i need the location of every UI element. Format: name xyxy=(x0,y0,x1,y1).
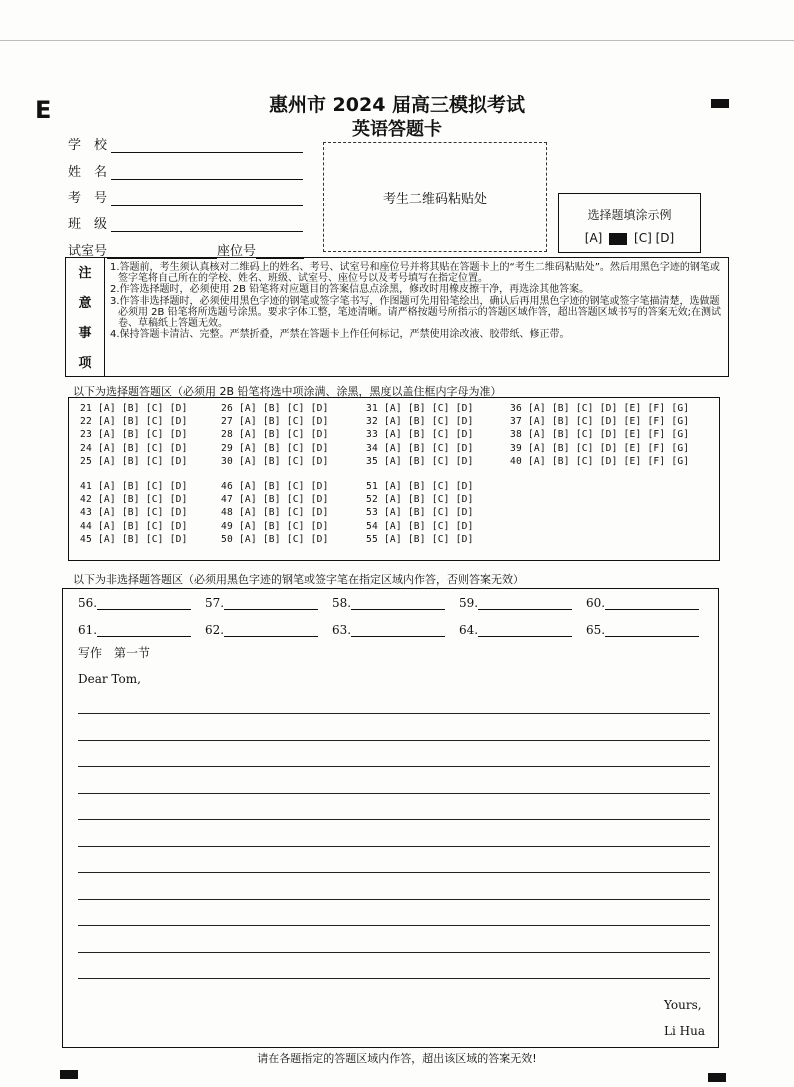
blank-underline xyxy=(351,597,445,610)
card-title: 惠州市 2024 届高三模拟考试 xyxy=(268,94,526,116)
qr-box-label: 考生二维码粘贴处 xyxy=(382,191,487,207)
notes-label xyxy=(66,258,105,376)
seat-number-label: 座位号 xyxy=(217,244,257,259)
choice-question[interactable]: 53 [A] [B] [C] [D] xyxy=(366,507,474,519)
blank-underline xyxy=(351,624,445,637)
blank-number: 56. xyxy=(78,596,98,610)
writing-line[interactable] xyxy=(78,819,710,820)
choice-question[interactable]: 27 [A] [B] [C] [D] xyxy=(221,416,329,428)
choice-question[interactable]: 42 [A] [B] [C] [D] xyxy=(80,494,188,506)
fill-blank[interactable] xyxy=(332,596,445,610)
blank-number: 64. xyxy=(459,623,479,637)
blank-number: 63. xyxy=(332,623,352,637)
nonchoice-section-heading: 以下为非选择题答题区（必须用黑色字迹的钢笔或签字笔在指定区域内作答，否则答案无效） xyxy=(73,573,524,586)
fill-blank[interactable] xyxy=(332,623,445,637)
choice-question[interactable]: 52 [A] [B] [C] [D] xyxy=(366,494,474,506)
writing-section-title: 写作 第一节 xyxy=(78,646,151,660)
letter-closing: Yours, xyxy=(664,998,702,1012)
class-label: 班 级 xyxy=(68,217,108,232)
choice-question[interactable]: 35 [A] [B] [C] [D] xyxy=(366,455,474,467)
writing-line[interactable] xyxy=(78,846,710,847)
scan-edge-line xyxy=(0,40,794,41)
example-option-c: [C] xyxy=(634,231,652,245)
exam-number-label: 考 号 xyxy=(68,191,108,206)
choice-question[interactable]: 55 [A] [B] [C] [D] xyxy=(366,533,474,545)
letter-signature: Li Hua xyxy=(664,1024,705,1038)
writing-line[interactable] xyxy=(78,952,710,953)
writing-line[interactable] xyxy=(78,978,710,979)
choice-question[interactable]: 50 [A] [B] [C] [D] xyxy=(221,533,329,545)
choice-question[interactable]: 39 [A] [B] [C] [D] [E] [F] [G] xyxy=(510,442,690,454)
notes-box xyxy=(65,257,729,377)
note-item: 3.作答非选择题时，必须使用黑色字迹的钢笔或签字笔书写，作图题可先用铅笔绘出，确认后再用黑色字迹的钢笔或签字笔描清楚，选做题必须用 2B 铅笔将所选题号涂黑。要求字体工整，笔迹清晰。请严格按题号所指示的答题区域作答，超出答题区域书写的答案无效;在测试卷、草稿纸上答题无效。 xyxy=(110,295,721,330)
choice-question[interactable]: 37 [A] [B] [C] [D] [E] [F] [G] xyxy=(510,416,690,428)
blank-underline xyxy=(224,597,318,610)
choice-question[interactable]: 46 [A] [B] [C] [D] xyxy=(221,481,329,492)
class-field[interactable] xyxy=(68,213,303,232)
choice-question[interactable]: 40 [A] [B] [C] [D] [E] [F] [G] xyxy=(510,455,690,467)
registration-mark-bottom-left xyxy=(60,1070,78,1079)
writing-line[interactable] xyxy=(78,925,710,926)
fill-blank[interactable] xyxy=(586,596,699,610)
example-option-d: [D] xyxy=(655,231,675,245)
choice-question[interactable]: 36 [A] [B] [C] [D] [E] [F] [G] xyxy=(510,403,690,414)
note-item: 4.保持答题卡清洁、完整。严禁折叠，严禁在答题卡上作任何标记，严禁使用涂改液、胶带纸、修正带。 xyxy=(110,329,570,341)
nonchoice-answer-area xyxy=(62,588,719,1048)
choice-question[interactable]: 29 [A] [B] [C] [D] xyxy=(221,442,329,454)
blank-number: 62. xyxy=(205,623,225,637)
choice-question[interactable]: 41 [A] [B] [C] [D] xyxy=(80,481,188,492)
note-item: 1.答题前，考生须认真核对二维码上的姓名、考号、试室号和座位号并将其贴在答题卡上的“考生二维码粘贴处”。然后用黑色字迹的钢笔或签字笔将自己所在的学校、姓名、班级、试室号、座位号以及考号填写在指定位置。 xyxy=(110,262,720,285)
choice-question[interactable]: 28 [A] [B] [C] [D] xyxy=(221,429,329,441)
notes-label-char: 注 xyxy=(78,266,92,281)
choice-question[interactable]: 51 [A] [B] [C] [D] xyxy=(366,481,474,492)
choice-question[interactable]: 25 [A] [B] [C] [D] xyxy=(80,455,188,467)
choice-question[interactable]: 45 [A] [B] [C] [D] xyxy=(80,533,188,545)
fill-blank[interactable] xyxy=(459,596,572,610)
fill-blank[interactable] xyxy=(459,623,572,637)
writing-line[interactable] xyxy=(78,872,710,873)
choice-question[interactable]: 48 [A] [B] [C] [D] xyxy=(221,507,329,519)
blank-underline xyxy=(97,624,191,637)
writing-line[interactable] xyxy=(78,899,710,900)
fill-blank[interactable] xyxy=(78,596,191,610)
card-subtitle: 英语答题卡 xyxy=(352,119,442,140)
room-number-label: 试室号 xyxy=(68,244,108,259)
notes-label-char: 事 xyxy=(78,326,92,341)
choice-question[interactable]: 31 [A] [B] [C] [D] xyxy=(366,403,474,414)
registration-mark-bottom-right xyxy=(708,1073,726,1082)
name-field[interactable] xyxy=(68,161,303,180)
choice-question[interactable]: 32 [A] [B] [C] [D] xyxy=(366,416,474,428)
blank-number: 65. xyxy=(586,623,606,637)
choice-question[interactable]: 21 [A] [B] [C] [D] xyxy=(80,403,188,414)
choice-question[interactable]: 26 [A] [B] [C] [D] xyxy=(221,403,329,414)
choice-question[interactable]: 33 [A] [B] [C] [D] xyxy=(366,429,474,441)
qr-code-sticker-area xyxy=(323,142,547,252)
blank-underline xyxy=(478,597,572,610)
choice-question[interactable]: 49 [A] [B] [C] [D] xyxy=(221,520,329,532)
blank-underline xyxy=(224,624,318,637)
choice-question[interactable]: 54 [A] [B] [C] [D] xyxy=(366,520,474,532)
notes-label-char: 项 xyxy=(78,356,92,371)
choice-question[interactable]: 47 [A] [B] [C] [D] xyxy=(221,494,329,506)
choice-section-heading: 以下为选择题答题区（必须用 2B 铅笔将选中项涂满、涂黑，黑度以盖住框内字母为准） xyxy=(73,385,502,398)
blank-underline xyxy=(97,597,191,610)
note-item: 2.作答选择题时，必须使用 2B 铅笔将对应题目的答案信息点涂黑，修改时用橡皮擦干净，再选涂其他答案。 xyxy=(110,284,590,296)
blank-underline xyxy=(478,624,572,637)
blank-number: 61. xyxy=(78,623,98,637)
example-option-a: [A] xyxy=(584,231,603,245)
notes-label-char: 意 xyxy=(78,296,92,311)
name-label: 姓 名 xyxy=(68,165,108,180)
writing-line[interactable] xyxy=(78,740,710,741)
fill-blank[interactable] xyxy=(205,623,318,637)
corner-letter: E xyxy=(35,96,52,124)
blank-number: 59. xyxy=(459,596,479,610)
choice-question[interactable]: 22 [A] [B] [C] [D] xyxy=(80,416,188,428)
school-label: 学 校 xyxy=(68,138,108,153)
example-filled-bubble xyxy=(609,233,627,245)
choice-question[interactable]: 44 [A] [B] [C] [D] xyxy=(80,520,188,532)
choice-question[interactable]: 34 [A] [B] [C] [D] xyxy=(366,442,474,454)
choice-question[interactable]: 23 [A] [B] [C] [D] xyxy=(80,429,188,441)
exam-number-field[interactable] xyxy=(68,187,303,206)
fill-blank[interactable] xyxy=(205,596,318,610)
blank-number: 60. xyxy=(586,596,606,610)
fill-blank[interactable] xyxy=(78,623,191,637)
writing-line[interactable] xyxy=(78,793,710,794)
writing-line[interactable] xyxy=(78,766,710,767)
blank-underline xyxy=(605,624,699,637)
letter-salutation: Dear Tom, xyxy=(78,672,141,686)
writing-line[interactable] xyxy=(78,713,710,714)
choice-question[interactable]: 43 [A] [B] [C] [D] xyxy=(80,507,188,519)
blank-number: 58. xyxy=(332,596,352,610)
blank-underline xyxy=(605,597,699,610)
notes-text xyxy=(110,262,722,340)
fill-example-title: 选择题填涂示例 xyxy=(587,208,672,222)
choice-question[interactable]: 30 [A] [B] [C] [D] xyxy=(221,455,329,467)
school-field[interactable] xyxy=(68,134,303,153)
choice-question[interactable]: 38 [A] [B] [C] [D] [E] [F] [G] xyxy=(510,429,690,441)
choice-question[interactable]: 24 [A] [B] [C] [D] xyxy=(80,442,188,454)
fill-blank[interactable] xyxy=(586,623,699,637)
fill-example-box xyxy=(558,193,701,253)
footer-warning: 请在各题指定的答题区域内作答，超出该区域的答案无效! xyxy=(257,1052,537,1065)
blank-number: 57. xyxy=(205,596,225,610)
